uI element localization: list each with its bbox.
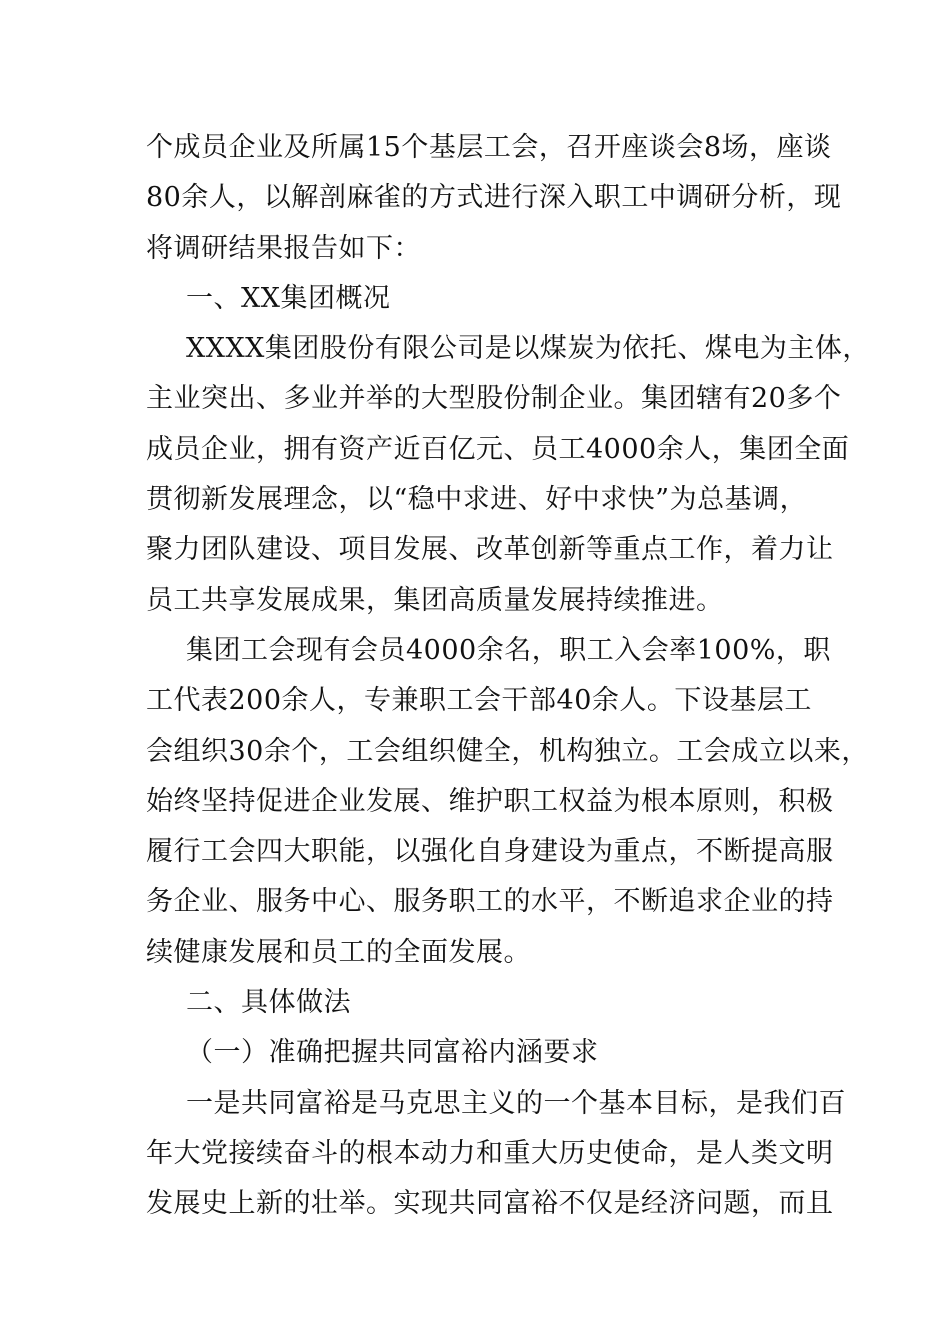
text-line: 主业突出、多业并举的大型股份制企业。集团辖有20多个 [146,383,842,415]
section-heading-2: 二、具体做法 [186,987,351,1019]
text-line: 务企业、服务中心、服务职工的水平，不断追求企业的持 [146,886,834,918]
paragraph-start: 一是共同富裕是马克思主义的一个基本目标，是我们百 [186,1087,846,1119]
document-body [146,123,870,1230]
text-line: 将调研结果报告如下： [146,232,421,264]
text-line: 80余人，以解剖麻雀的方式进行深入职工中调研分析，现 [146,182,842,214]
text-line: 履行工会四大职能，以强化自身建设为重点，不断提高服 [146,836,834,868]
text-line: 发展史上新的壮举。实现共同富裕不仅是经济问题，而且 [146,1188,834,1220]
text-line: 成员企业，拥有资产近百亿元、员工4000余人，集团全面 [146,433,850,465]
text-line: 员工共享发展成果，集团高质量发展持续推进。 [146,584,724,616]
text-line: 会组织30余个，工会组织健全，机构独立。工会成立以来， [146,735,869,767]
section-heading-1: 一、XX集团概况 [186,282,391,314]
text-line: 个成员企业及所属15个基层工会，召开座谈会8场，座谈 [146,132,832,163]
text-line: 工代表200余人，专兼职工会干部40余人。下设基层工 [146,685,812,717]
text-line: 贯彻新发展理念，以“稳中求进、好中求快”为总基调， [146,484,808,516]
text-line: 续健康发展和员工的全面发展。 [146,936,531,968]
text-line: 聚力团队建设、项目发展、改革创新等重点工作，着力让 [146,534,834,566]
paragraph-start: 集团工会现有会员4000余名，职工入会率100%，职 [186,634,831,666]
paragraph-start: XXXX集团股份有限公司是以煤炭为依托、煤电为主体， [186,333,870,365]
text-line: 始终坚持促进企业发展、维护职工权益为根本原则，积极 [146,785,834,817]
text-line: 年大党接续奋斗的根本动力和重大历史使命，是人类文明 [146,1137,834,1169]
subsection-heading: （一）准确把握共同富裕内涵要求 [186,1037,599,1069]
